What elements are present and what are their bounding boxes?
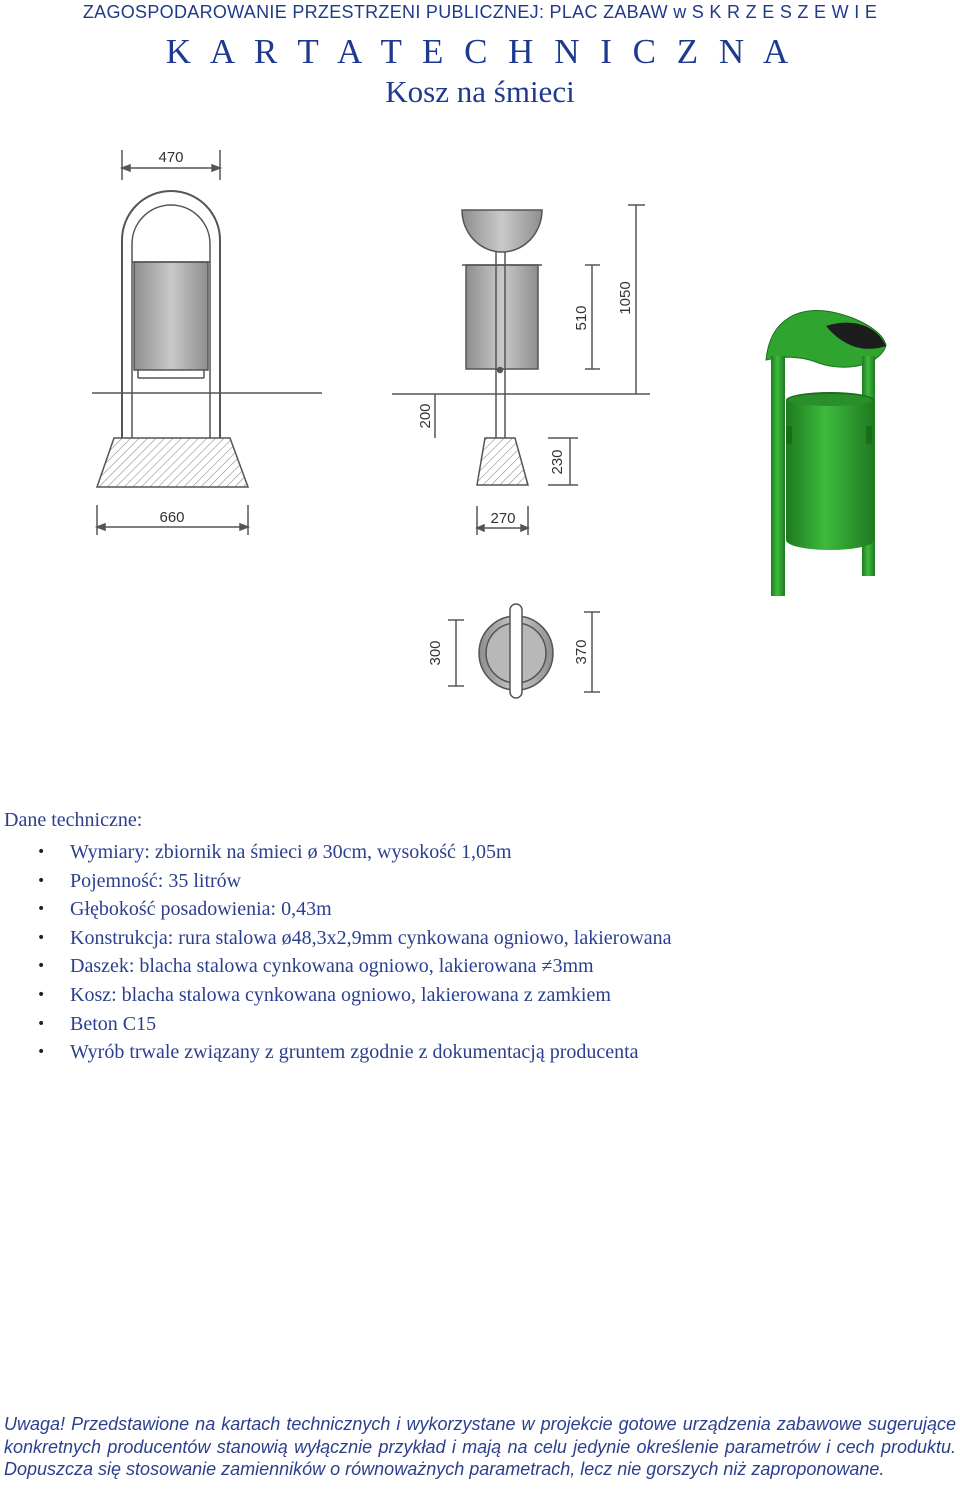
- dim-base-width: 660: [159, 509, 185, 526]
- technical-data: [4, 806, 944, 1067]
- dim-plan-bin-diameter: 300: [427, 640, 444, 666]
- dim-side-base-width: 270: [490, 510, 516, 527]
- list-item: [4, 867, 944, 896]
- dim-plan-overall-diameter: 370: [573, 639, 590, 665]
- disclaimer-note: Uwaga! Przedstawione na kartach technicznych i wykorzystane w projekcie gotowe urządzenia zabawowe sugerujące konkretnych producentów stanowią wyłącznie przykład i mają na celu jedynie określenie parametrów i cech produktu. Dopuszcza się stosowanie zamienników o równoważnych parametrach, lecz nie gorszych niż zaproponowane.: [4, 1414, 956, 1479]
- spec-foundation-depth: Głębokość posadowienia: 0,43m: [70, 898, 332, 921]
- spec-bin: Kosz: blacha stalowa cynkowana ogniowo, lakierowana z zamkiem: [70, 983, 611, 1006]
- bullet-icon: •: [37, 986, 46, 1003]
- page-subtitle: Kosz na śmieci: [385, 74, 575, 109]
- bullet-icon: •: [37, 872, 46, 889]
- side-view: [392, 205, 650, 535]
- dim-bin-height: 510: [573, 305, 590, 331]
- list-item: [4, 1038, 944, 1067]
- list-item: [4, 895, 944, 924]
- list-item: [4, 981, 944, 1010]
- technical-data-list: [4, 838, 944, 1067]
- spec-capacity: Pojemność: 35 litrów: [70, 869, 242, 892]
- dim-total-height: 1050: [617, 281, 634, 315]
- spec-installation: Wyrób trwale związany z gruntem zgodnie z dokumentacją producenta: [70, 1041, 639, 1064]
- list-item: [4, 1010, 944, 1039]
- bullet-icon: •: [37, 1015, 46, 1032]
- spec-roof: Daszek: blacha stalowa cynkowana ogniowo, lakierowana ≠3mm: [70, 955, 594, 978]
- bullet-icon: •: [37, 844, 46, 860]
- technical-drawing: [0, 130, 960, 710]
- product-render: [766, 311, 886, 596]
- list-item: [4, 838, 944, 867]
- bullet-icon: •: [37, 958, 46, 975]
- spec-concrete: Beton C15: [70, 1012, 157, 1035]
- spec-dimensions: Wymiary: zbiornik na śmieci ø 30cm, wysokość 1,05m: [70, 841, 512, 863]
- bullet-icon: •: [37, 929, 46, 946]
- list-item: [4, 924, 944, 953]
- list-item: [4, 952, 944, 981]
- bullet-icon: •: [37, 1044, 46, 1061]
- dim-front-width: 470: [158, 149, 184, 166]
- page-title: K A R T A T E C H N I C Z N A: [165, 32, 795, 71]
- dim-foundation-depth: 200: [417, 403, 434, 429]
- spec-construction: Konstrukcja: rura stalowa ø48,3x2,9mm cynkowana ogniowo, lakierowana: [70, 926, 672, 949]
- technical-data-title: Dane techniczne:: [4, 809, 143, 831]
- bullet-icon: •: [37, 901, 46, 918]
- dim-base-height: 230: [549, 449, 566, 475]
- front-view: [92, 150, 322, 535]
- project-header: ZAGOSPODAROWANIE PRZESTRZENI PUBLICZNEJ: PLAC ZABAW w S K R Z E S Z E W I E: [82, 2, 878, 22]
